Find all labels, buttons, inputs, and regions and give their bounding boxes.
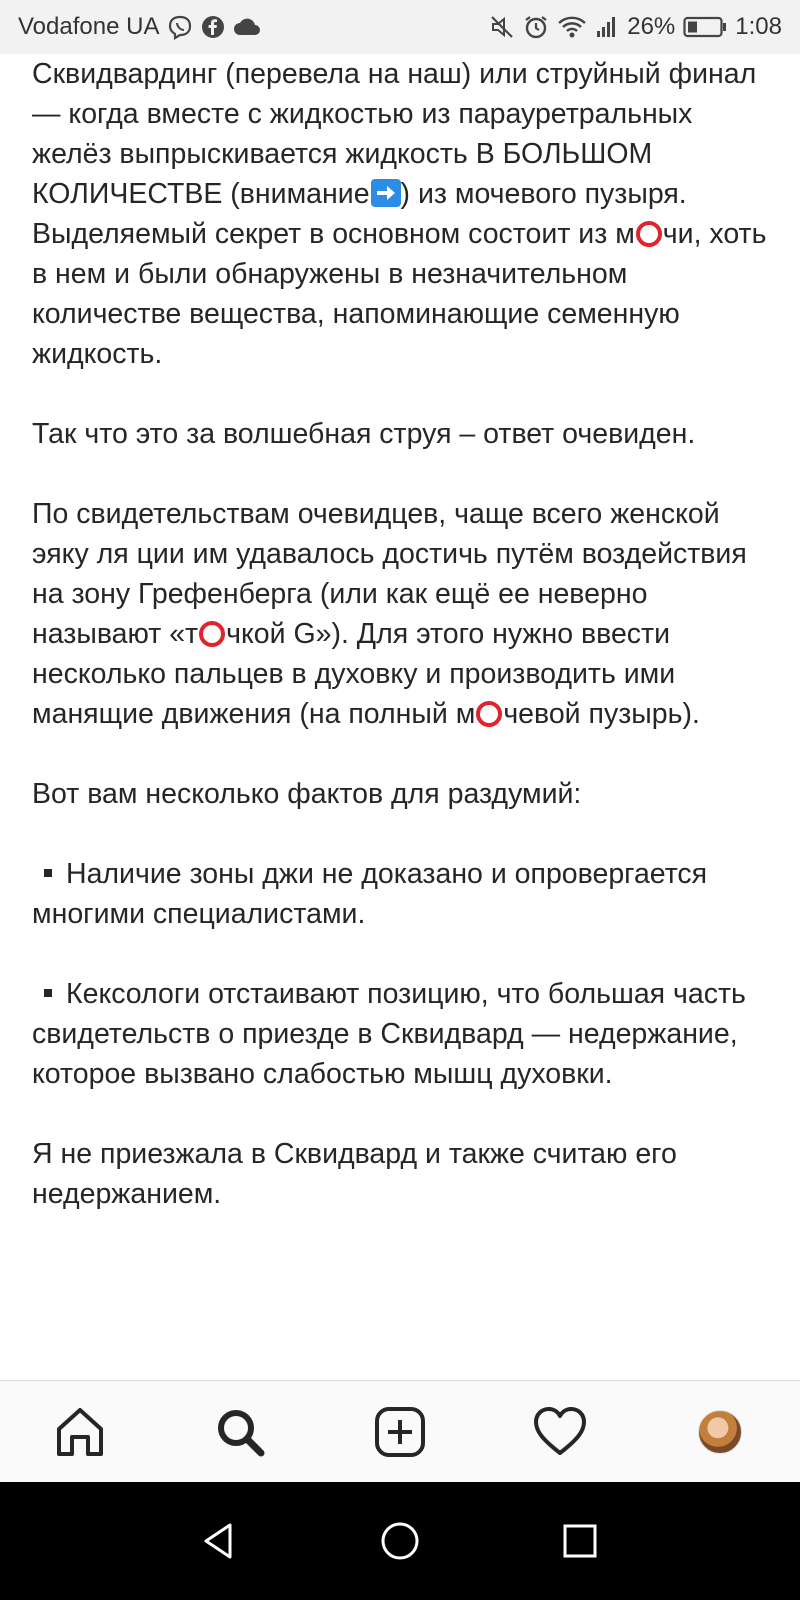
- status-bar: [0, 0, 800, 54]
- status-left: [18, 13, 261, 41]
- paragraph-2-text-a: Выделяемый секрет в основном состоит из м: [32, 218, 635, 250]
- new-post-icon: [373, 1405, 427, 1459]
- bullet-square-icon: [44, 869, 52, 877]
- paragraph-3: Так что это за волшебная струя – ответ очевиден.: [32, 418, 696, 450]
- system-navigation-bar: [0, 1482, 800, 1600]
- profile-button[interactable]: [680, 1392, 760, 1472]
- red-circle-emoji-icon: [636, 221, 662, 247]
- system-home-button[interactable]: [360, 1501, 440, 1581]
- red-circle-emoji-icon: [199, 621, 225, 647]
- bullet-1-text: Наличие зоны джи не доказано и опровергается многими специалистами.: [32, 858, 708, 930]
- activity-button[interactable]: [520, 1392, 600, 1472]
- recents-icon: [560, 1521, 600, 1561]
- paragraph-4-text-c: чевой пузырь).: [503, 698, 700, 730]
- cloud-icon: [233, 17, 261, 37]
- carrier-name: Vodafone UA: [18, 13, 160, 40]
- search-button[interactable]: [200, 1392, 280, 1472]
- system-back-button[interactable]: [180, 1501, 260, 1581]
- home-circle-icon: [378, 1519, 422, 1563]
- activity-heart-icon: [532, 1405, 588, 1459]
- paragraph-5: Вот вам несколько фактов для раздумий:: [32, 778, 582, 810]
- bullet-2-text: Кексологи отстаивают позицию, что большая часть свидетельств о приезде в Сквидвард — недержание, которое вызвано слабостью мышц духовки.: [32, 978, 746, 1090]
- paragraph-1-text-a: Сквидвардинг (перевела на наш) или струйный финал — когда вместе с жидкостью из парауретральных желёз выпрыскивается жидкость В БОЛЬШОМ КОЛИЧЕСТВЕ (внимание: [32, 58, 757, 210]
- clock: 1:08: [735, 13, 782, 40]
- new-post-button[interactable]: [360, 1392, 440, 1472]
- paragraph-4: [32, 494, 776, 734]
- paragraph-2-text-b: чи, хоть в нем и были обнаружены в незначительном количестве вещества, напоминающие семенную жидкость.: [32, 218, 767, 370]
- paragraph-4-text-b: чкой G»). Для этого нужно ввести несколько пальцев в духовку и производить ими манящие движения (на полный м: [32, 618, 676, 730]
- battery-percent: 26%: [627, 13, 676, 40]
- viber-icon: [167, 14, 193, 40]
- search-icon: [213, 1405, 267, 1459]
- facebook-icon: [201, 15, 225, 39]
- paragraph-4-text-a: По свидетельствам очевидцев, чаще всего женской эяку ля ции им удавалось достичь путём воздействия на зону Грефенберга (или как ещё ее неверно называют «т: [32, 498, 747, 650]
- bullet-square-icon: [44, 989, 52, 997]
- paragraph-1: [32, 54, 776, 214]
- red-circle-emoji-icon: [476, 701, 502, 727]
- bullet-2: [32, 974, 776, 1094]
- paragraph-2: [32, 214, 776, 374]
- right-arrow-emoji-icon: [371, 179, 401, 207]
- profile-avatar: [698, 1410, 742, 1454]
- system-recents-button[interactable]: [540, 1501, 620, 1581]
- back-icon: [200, 1521, 240, 1561]
- bullet-1: [32, 854, 776, 934]
- status-right: [489, 13, 782, 41]
- wifi-icon: [557, 15, 587, 39]
- battery-icon: [683, 15, 727, 39]
- paragraph-1-text-b: ) из мочевого пузыря.: [400, 178, 687, 210]
- paragraph-6: Я не приезжала в Сквидвард и также считаю его недержанием.: [32, 1138, 677, 1210]
- alarm-icon: [523, 14, 549, 40]
- home-icon: [53, 1405, 107, 1459]
- post-caption: [32, 54, 776, 1214]
- mute-icon: [489, 14, 515, 40]
- signal-icon: [595, 15, 619, 39]
- bottom-navigation: [0, 1380, 800, 1482]
- home-button[interactable]: [40, 1392, 120, 1472]
